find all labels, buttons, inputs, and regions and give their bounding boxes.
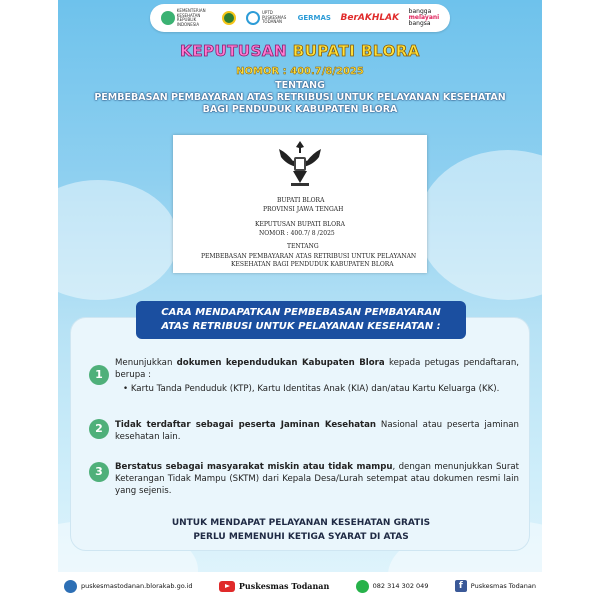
bangsa-line: bangsa [408,20,431,27]
decree-document-image [173,135,427,273]
logo-bar [150,4,450,32]
step-3-text [115,461,519,497]
youtube-link[interactable] [219,581,329,592]
step-1-post: kepada petugas pendaftaran, berupa : [115,358,519,380]
step-1-pre: Menunjukkan [115,358,177,368]
facebook-icon: f [455,580,467,592]
melayani-line: melayani [408,14,440,21]
uptd-label: UPTD PUSKESMAS TODANAN [261,10,287,25]
website-link[interactable] [64,580,193,593]
blora-logo [222,11,236,25]
puskesmas-icon [246,11,260,25]
bangga-melayani-logo [409,9,440,27]
step-1-bullet: • Kartu Tanda Penduduk (KTP), Kartu Identitas Anak (KIA) dan/atau Kartu Keluarga (KK). [123,384,500,394]
step-number-2: 2 [89,419,109,439]
germas-logo: GERMAS [297,14,331,22]
berakhlak-logo: BerAKHLAK [340,13,400,23]
banner-line-1: CARA MENDAPATKAN PEMBEBASAN PEMBAYARAN [161,307,441,318]
step-3-bold: Berstatus sebagai masyarakat miskin atau tidak mampu [115,462,393,472]
subject-line-2: BAGI PENDUDUK KABUPATEN BLORA [202,104,398,115]
phone-label: 082 314 302 049 [372,582,429,590]
kemenkes-label: KEMENTERIAN KESEHATAN REPUBLIK INDONESIA [176,8,206,27]
subject-line-1: PEMBEBASAN PEMBAYARAN ATAS RETRIBUSI UNTUK PELAYANAN KESEHATAN [94,92,506,103]
banner-line-2: ATAS RETRIBUSI UNTUK PELAYANAN KESEHATAN : [161,321,441,332]
step-1-text [115,357,519,395]
youtube-icon [219,581,235,592]
title-keputusan: KEPUTUSAN [180,42,288,60]
uptd-logo [246,11,288,25]
blora-seal-icon [222,11,236,25]
doc-line-keputusan: KEPUTUSAN BUPATI BLORA [255,221,345,228]
bangga-line: bangga [408,8,432,15]
step-2-text [115,419,519,443]
globe-icon [64,580,77,593]
poster [58,0,542,600]
step-2-post: Nasional atau peserta jaminan kesehatan lain. [115,420,519,442]
doc-line-subject-1: PEMBEBASAN PEMBAYARAN ATAS RETRIBUSI UNTUK PELAYANAN [201,253,417,260]
garuda-emblem-icon [277,139,323,189]
doc-line-bupati: BUPATI BLORA [277,197,325,204]
doc-line-provinsi: PROVINSI JAWA TENGAH [263,206,344,213]
kemenkes-icon [161,11,175,25]
step-1-bold: dokumen kependudukan Kabupaten Blora [176,358,385,368]
website-label: puskesmastodanan.blorakab.go.id [81,582,193,590]
facebook-link[interactable] [455,580,536,592]
step-1-bullet-text: Kartu Tanda Penduduk (KTP), Kartu Identitas Anak (KIA) dan/atau Kartu Keluarga (KK). [130,384,500,394]
title-bupati-blora: BUPATI BLORA [292,42,420,60]
cloud-decoration [58,180,178,300]
youtube-label: Puskesmas Todanan [238,581,330,591]
step-3-post: , dengan menunjukkan Surat Keterangan Tidak Mampu (SKTM) dari Kepala Desa/Lurah setempat atau dokumen resmi lain yang sejenis. [115,462,520,496]
decree-subject [58,80,542,116]
page-title [58,42,542,60]
note-line-2: PERLU MEMENUHI KETIGA SYARAT DI ATAS [193,532,409,542]
doc-line-subject-2: KESEHATAN BAGI PENDUDUK KABUPATEN BLORA [231,261,394,268]
how-to-banner [136,301,466,339]
whatsapp-link[interactable] [356,580,429,593]
step-number-3: 3 [89,462,109,482]
tentang-label: TENTANG [275,80,325,91]
doc-line-nomor: NOMOR : 400.7/ 8 /2025 [259,230,335,237]
whatsapp-icon [356,580,369,593]
requirement-note [71,516,531,544]
doc-line-tentang: TENTANG [287,243,319,250]
kemenkes-logo [161,9,213,27]
requirements-card [70,317,530,551]
facebook-label: Puskesmas Todanan [470,582,536,590]
note-line-1: UNTUK MENDAPAT PELAYANAN KESEHATAN GRATIS [171,518,431,528]
step-number-1: 1 [89,365,109,385]
step-2-bold: Tidak terdaftar sebagai peserta Jaminan Kesehatan [115,420,377,430]
footer [58,572,542,600]
cloud-decoration [418,150,542,300]
decree-number: NOMOR : 400.7/8/2025 [236,66,364,77]
